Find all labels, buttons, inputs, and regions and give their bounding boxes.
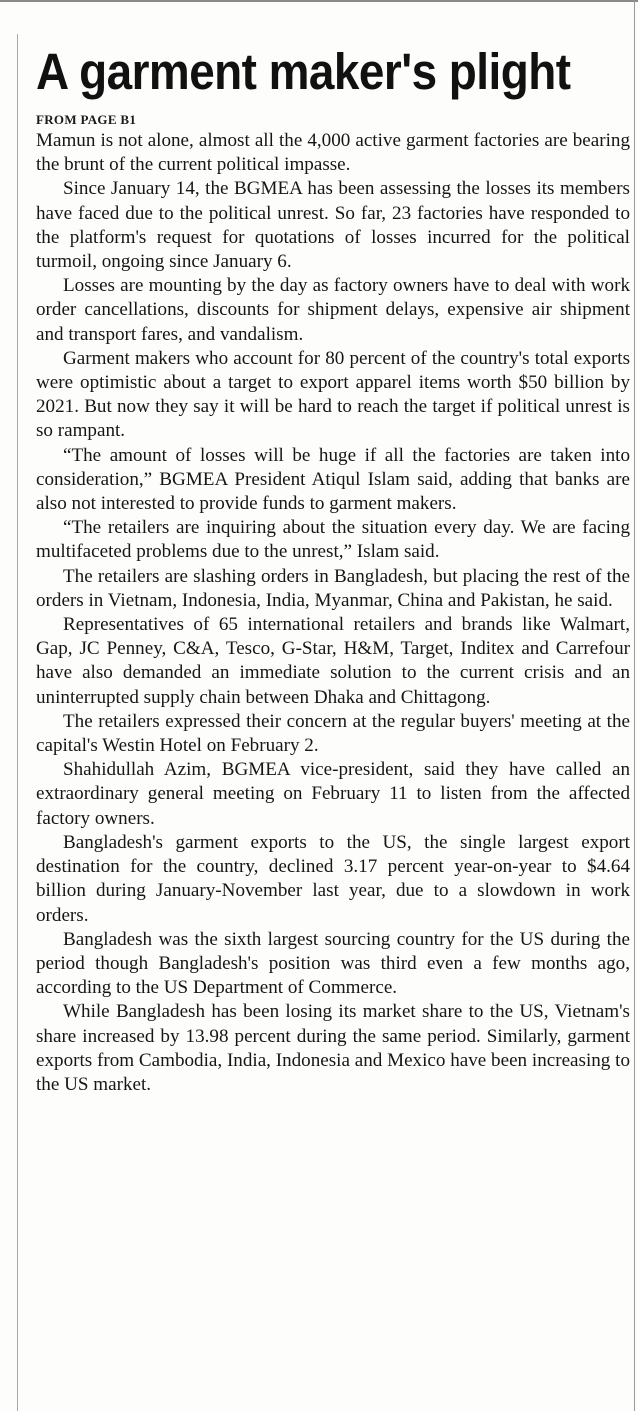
article-body <box>36 129 630 1097</box>
paragraph: Bangladesh's garment exports to the US, the single largest export destination for the country, declined 3.17 percent year-on-year to $4.64 billion during January-November last year, due to a slowdown in work orders. <box>36 831 630 926</box>
paragraph: Since January 14, the BGMEA has been assessing the losses its members have faced due to the political unrest. So far, 23 factories have responded to the platform's request for quotations of losses incurred for the political turmoil, ongoing since January 6. <box>36 178 630 273</box>
paragraph: “The amount of losses will be huge if all the factories are taken into consideration,” BGMEA President Atiqul Islam said, adding that banks are also not interested to provide funds to garment makers. <box>36 444 630 515</box>
headline: A garment maker's plight <box>36 43 571 100</box>
paragraph: Bangladesh was the sixth largest sourcing country for the US during the period though Bangladesh's position was third even a few months ago, according to the US Department of Commerce. <box>36 928 630 999</box>
jump-line: FROM PAGE B1 <box>36 112 137 127</box>
article <box>36 38 630 1097</box>
paragraph: The retailers are slashing orders in Bangladesh, but placing the rest of the orders in Vietnam, Indonesia, India, Myanmar, China and Pakistan, he said. <box>36 565 630 611</box>
paragraph: Garment makers who account for 80 percent of the country's total exports were optimistic about a target to export apparel items worth $50 billion by 2021. But now they say it will be hard to reach the target if political unrest is so rampant. <box>36 347 630 442</box>
paragraph: While Bangladesh has been losing its market share to the US, Vietnam's share increased by 13.98 percent during the same period. Similarly, garment exports from Cambodia, India, Indonesia and Mexico have been increasing to the US market. <box>36 1001 630 1095</box>
top-rule <box>0 0 638 2</box>
column-rule-left <box>17 34 18 1411</box>
paragraph: Losses are mounting by the day as factory owners have to deal with work order cancellations, discounts for shipment delays, expensive air shipment and transport fares, and vandalism. <box>36 275 630 345</box>
paragraph: “The retailers are inquiring about the situation every day. We are facing multifaceted problems due to the unrest,” Islam said. <box>36 517 630 563</box>
column-rule-right <box>634 0 635 1411</box>
paragraph: Mamun is not alone, almost all the 4,000 active garment factories are bearing the brunt of the current political impasse. <box>36 130 630 176</box>
paragraph: The retailers expressed their concern at the regular buyers' meeting at the capital's Westin Hotel on February 2. <box>36 710 630 757</box>
paragraph: Shahidullah Azim, BGMEA vice-president, said they have called an extraordinary general meeting on February 11 to listen from the affected factory owners. <box>36 759 630 829</box>
paragraph: Representatives of 65 international retailers and brands like Walmart, Gap, JC Penney, C&A, Tesco, G-Star, H&M, Target, Inditex and Carrefour have also demanded an immediate solution to the current crisis and an uninterrupted supply chain between Dhaka and Chittagong. <box>36 614 630 708</box>
